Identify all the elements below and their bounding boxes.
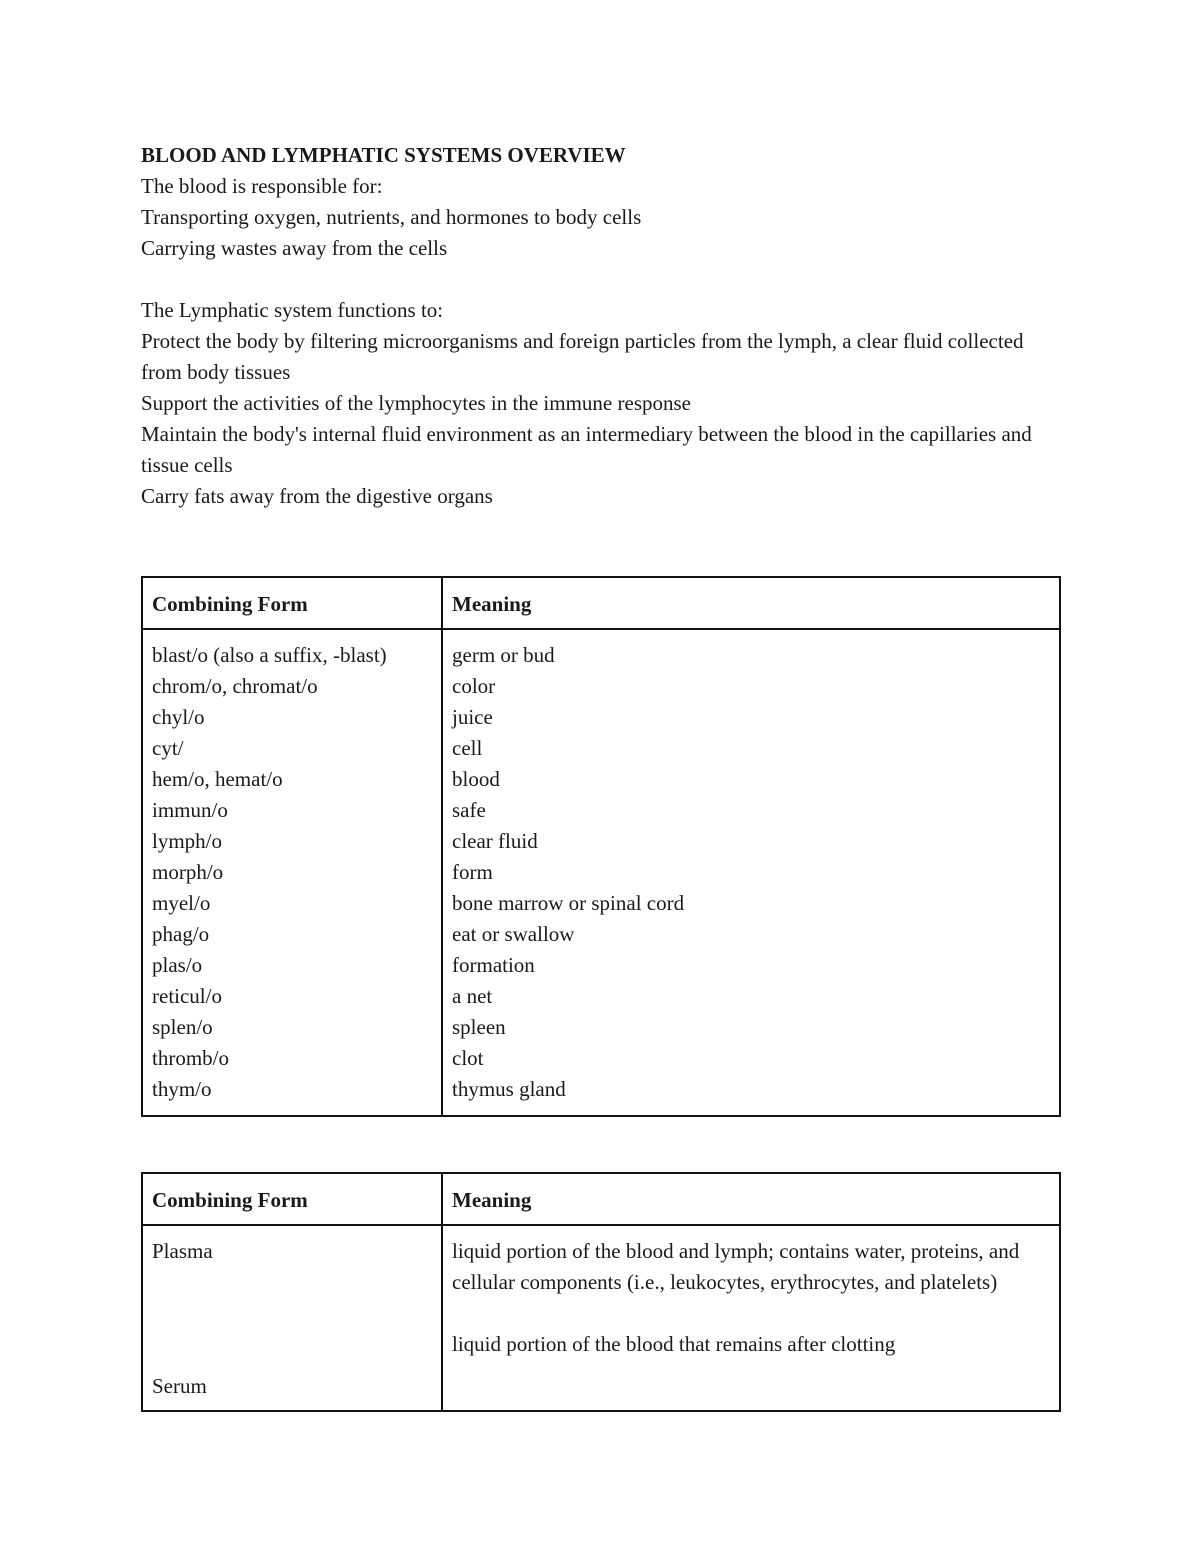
combining-form: lymph/o — [152, 829, 223, 853]
combining-form: hem/o, hemat/o — [152, 767, 283, 791]
lymphatic-item: Support the activities of the lymphocytes in the immune response — [141, 391, 691, 415]
meaning-column — [442, 1225, 1060, 1411]
combining-form: splen/o — [152, 1015, 213, 1039]
meaning: liquid portion of the blood that remains after clotting — [452, 1332, 896, 1356]
combining-forms-table — [141, 576, 1061, 1117]
meaning: form — [452, 860, 493, 884]
combining-form: plas/o — [152, 953, 203, 977]
meaning: eat or swallow — [452, 922, 575, 946]
blood-item: Carrying wastes away from the cells — [141, 236, 448, 260]
lymphatic-item: Maintain the body's internal fluid environment as an intermediary between the blood in the capillaries and tissue cells — [141, 422, 1032, 477]
combining-form-column — [142, 1225, 442, 1411]
table-header-row — [142, 577, 1060, 629]
lymphatic-item: Protect the body by filtering microorganisms and foreign particles from the lymph, a clear fluid collected from body tissues — [141, 329, 1024, 384]
combining-form: chyl/o — [152, 705, 205, 729]
blood-item: Transporting oxygen, nutrients, and hormones to body cells — [141, 205, 642, 229]
meaning: formation — [452, 953, 535, 977]
lymphatic-intro: The Lymphatic system functions to: — [141, 298, 444, 322]
meaning: blood — [452, 767, 500, 791]
combining-form: Serum — [152, 1374, 207, 1398]
combining-form: reticul/o — [152, 984, 222, 1008]
meaning: spleen — [452, 1015, 506, 1039]
plasma-serum-table — [141, 1172, 1061, 1412]
meaning: a net — [452, 984, 493, 1008]
meaning: clear fluid — [452, 829, 538, 853]
combining-form: thym/o — [152, 1077, 212, 1101]
document-body — [141, 140, 1061, 512]
combining-form: Plasma — [152, 1239, 213, 1263]
meaning: liquid portion of the blood and lymph; contains water, proteins, and cellular components (i.e., leukocytes, erythrocytes, and platelets) — [452, 1239, 1020, 1294]
cell-spacer — [152, 1267, 432, 1371]
meaning: bone marrow or spinal cord — [452, 891, 685, 915]
paragraph-gap — [141, 264, 1061, 295]
meaning: clot — [452, 1046, 484, 1070]
cell-spacer — [452, 1298, 1050, 1329]
table-row — [142, 1225, 1060, 1411]
combining-form: blast/o (also a suffix, -blast) — [152, 643, 387, 667]
combining-form: morph/o — [152, 860, 224, 884]
lymphatic-item: Carry fats away from the digestive organs — [141, 484, 493, 508]
meaning: juice — [452, 705, 493, 729]
combining-form: immun/o — [152, 798, 228, 822]
combining-form: chrom/o, chromat/o — [152, 674, 318, 698]
meaning-column — [442, 629, 1060, 1116]
meaning: cell — [452, 736, 483, 760]
document-title: BLOOD AND LYMPHATIC SYSTEMS OVERVIEW — [141, 143, 626, 167]
table-header-row — [142, 1173, 1060, 1225]
meaning: germ or bud — [452, 643, 555, 667]
meaning: safe — [452, 798, 486, 822]
header-meaning: Meaning — [442, 1173, 1060, 1225]
combining-form: thromb/o — [152, 1046, 229, 1070]
table-row — [142, 629, 1060, 1116]
combining-form-column — [142, 629, 442, 1116]
header-combining-form: Combining Form — [142, 1173, 442, 1225]
blood-intro: The blood is responsible for: — [141, 174, 383, 198]
combining-form: cyt/ — [152, 736, 184, 760]
header-combining-form: Combining Form — [142, 577, 442, 629]
header-meaning: Meaning — [442, 577, 1060, 629]
combining-form: phag/o — [152, 922, 210, 946]
meaning: color — [452, 674, 496, 698]
combining-form: myel/o — [152, 891, 211, 915]
meaning: thymus gland — [452, 1077, 566, 1101]
